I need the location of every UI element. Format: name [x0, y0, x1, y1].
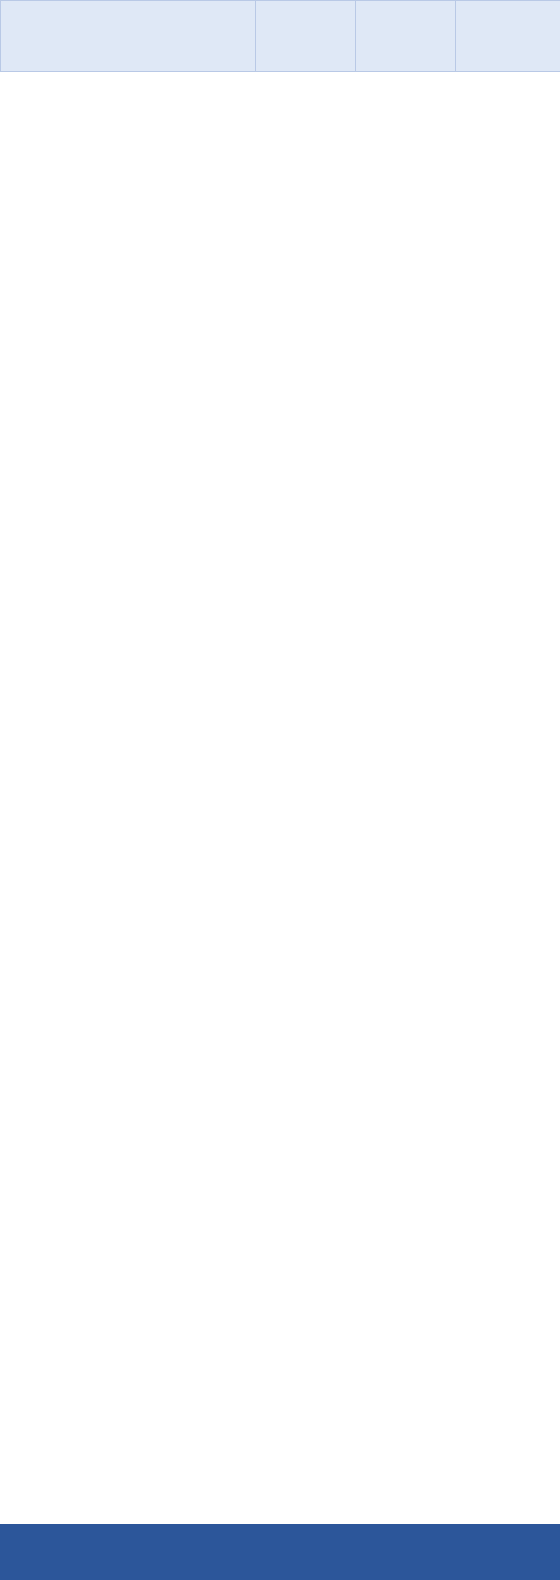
header-row	[1, 1, 560, 72]
header-pvalue	[456, 1, 560, 72]
header-questions	[1, 1, 256, 72]
header-urban	[356, 1, 456, 72]
knowledge-table	[0, 0, 560, 72]
table-caption	[0, 1524, 560, 1580]
header-rural	[256, 1, 356, 72]
